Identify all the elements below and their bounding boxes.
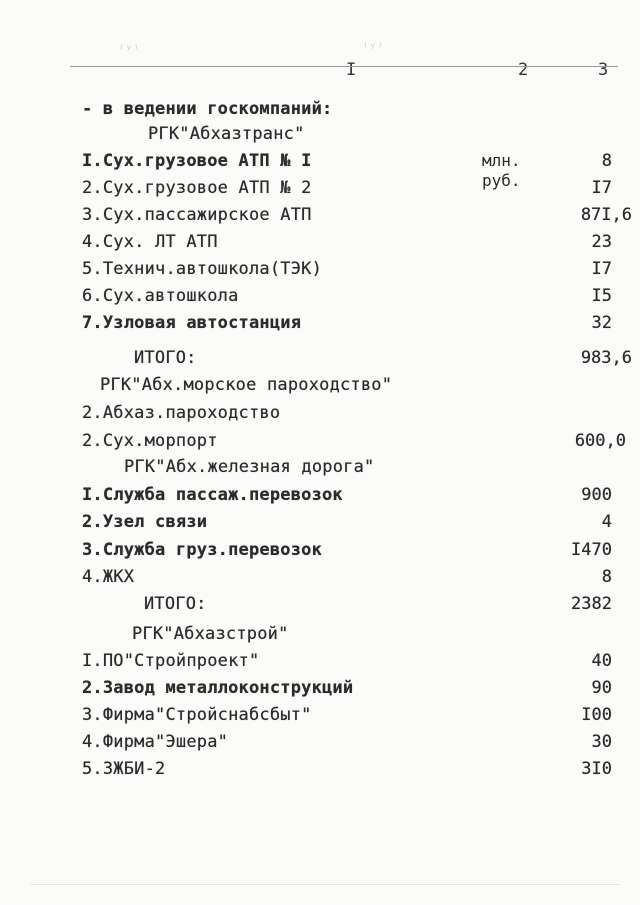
column-header-2: 2 bbox=[518, 60, 529, 80]
faint-mark: ⁽ʸ⁾ bbox=[118, 42, 140, 56]
row-label: 3.Сух.пассажирское АТП bbox=[82, 205, 312, 225]
group-title: РГК"Абхазстрой" bbox=[132, 624, 289, 644]
row-label: I.ПО"Стройпроект" bbox=[82, 651, 260, 671]
row-label: 2.Сух.морпорт bbox=[82, 431, 218, 451]
total-label: ИТОГО: bbox=[144, 594, 207, 614]
row-label: 2.Сух.грузовое АТП № 2 bbox=[82, 178, 312, 198]
total-value: 2382 bbox=[571, 594, 612, 614]
group-title: РГК"Абх.морское пароходство" bbox=[100, 375, 393, 395]
bottom-edge bbox=[30, 884, 620, 885]
row-value: 8 bbox=[601, 151, 612, 171]
row-label: 4.Сух. ЛТ АТП bbox=[82, 232, 218, 252]
header-rule bbox=[70, 66, 618, 67]
row-label: 3.Фирма"Стройснабсбыт" bbox=[82, 705, 312, 725]
row-value: 87I,6 bbox=[580, 205, 632, 225]
row-label: 5.Технич.автошкола(ТЭК) bbox=[82, 259, 323, 279]
row-label: 3.Служба груз.перевозок bbox=[82, 540, 323, 560]
total-label: ИТОГО: bbox=[134, 348, 197, 368]
row-value: 30 bbox=[591, 732, 612, 752]
row-value: 32 bbox=[591, 313, 612, 333]
row-label: 4.Фирма"Эшера" bbox=[82, 732, 229, 752]
row-label: 5.ЗЖБИ-2 bbox=[82, 759, 166, 779]
row-value: 900 bbox=[581, 485, 612, 505]
column-header-3: 3 bbox=[598, 60, 609, 80]
section-title: - в ведении госкомпаний: bbox=[82, 99, 333, 119]
row-label: 2.Абхаз.пароходство bbox=[82, 403, 281, 423]
faint-mark: ⁽ʸ⁾ bbox=[362, 40, 384, 54]
row-value: I5 bbox=[591, 286, 612, 306]
row-value: I7 bbox=[591, 259, 612, 279]
group-title: РГК"Абх.железная дорога" bbox=[124, 457, 375, 477]
total-value: 983,6 bbox=[580, 348, 632, 368]
row-label: I.Сух.грузовое АТП № I bbox=[82, 151, 312, 171]
unit-label-1: млн. bbox=[482, 151, 521, 170]
group-title: РГК"Абхазтранс" bbox=[148, 124, 305, 144]
row-value: 8 bbox=[601, 567, 612, 587]
row-label: I.Служба пассаж.перевозок bbox=[82, 485, 343, 505]
row-value: I7 bbox=[591, 178, 612, 198]
row-value: 23 bbox=[591, 232, 612, 252]
row-value: 3I0 bbox=[581, 759, 612, 779]
row-label: 4.ЖКХ bbox=[82, 567, 135, 587]
row-value: I00 bbox=[581, 705, 612, 725]
row-label: 2.Узел связи bbox=[82, 512, 208, 532]
row-label: 7.Узловая автостанция bbox=[82, 313, 302, 333]
row-value: 90 bbox=[591, 678, 612, 698]
row-value: 4 bbox=[601, 512, 612, 532]
row-value: 600,0 bbox=[574, 431, 626, 451]
unit-label-2: руб. bbox=[482, 171, 521, 190]
row-value: 40 bbox=[591, 651, 612, 671]
row-label: 2.Завод металлоконструкций bbox=[82, 678, 354, 698]
column-header-1: I bbox=[346, 60, 357, 80]
row-value: I470 bbox=[571, 540, 612, 560]
row-label: 6.Сух.автошкола bbox=[82, 286, 239, 306]
